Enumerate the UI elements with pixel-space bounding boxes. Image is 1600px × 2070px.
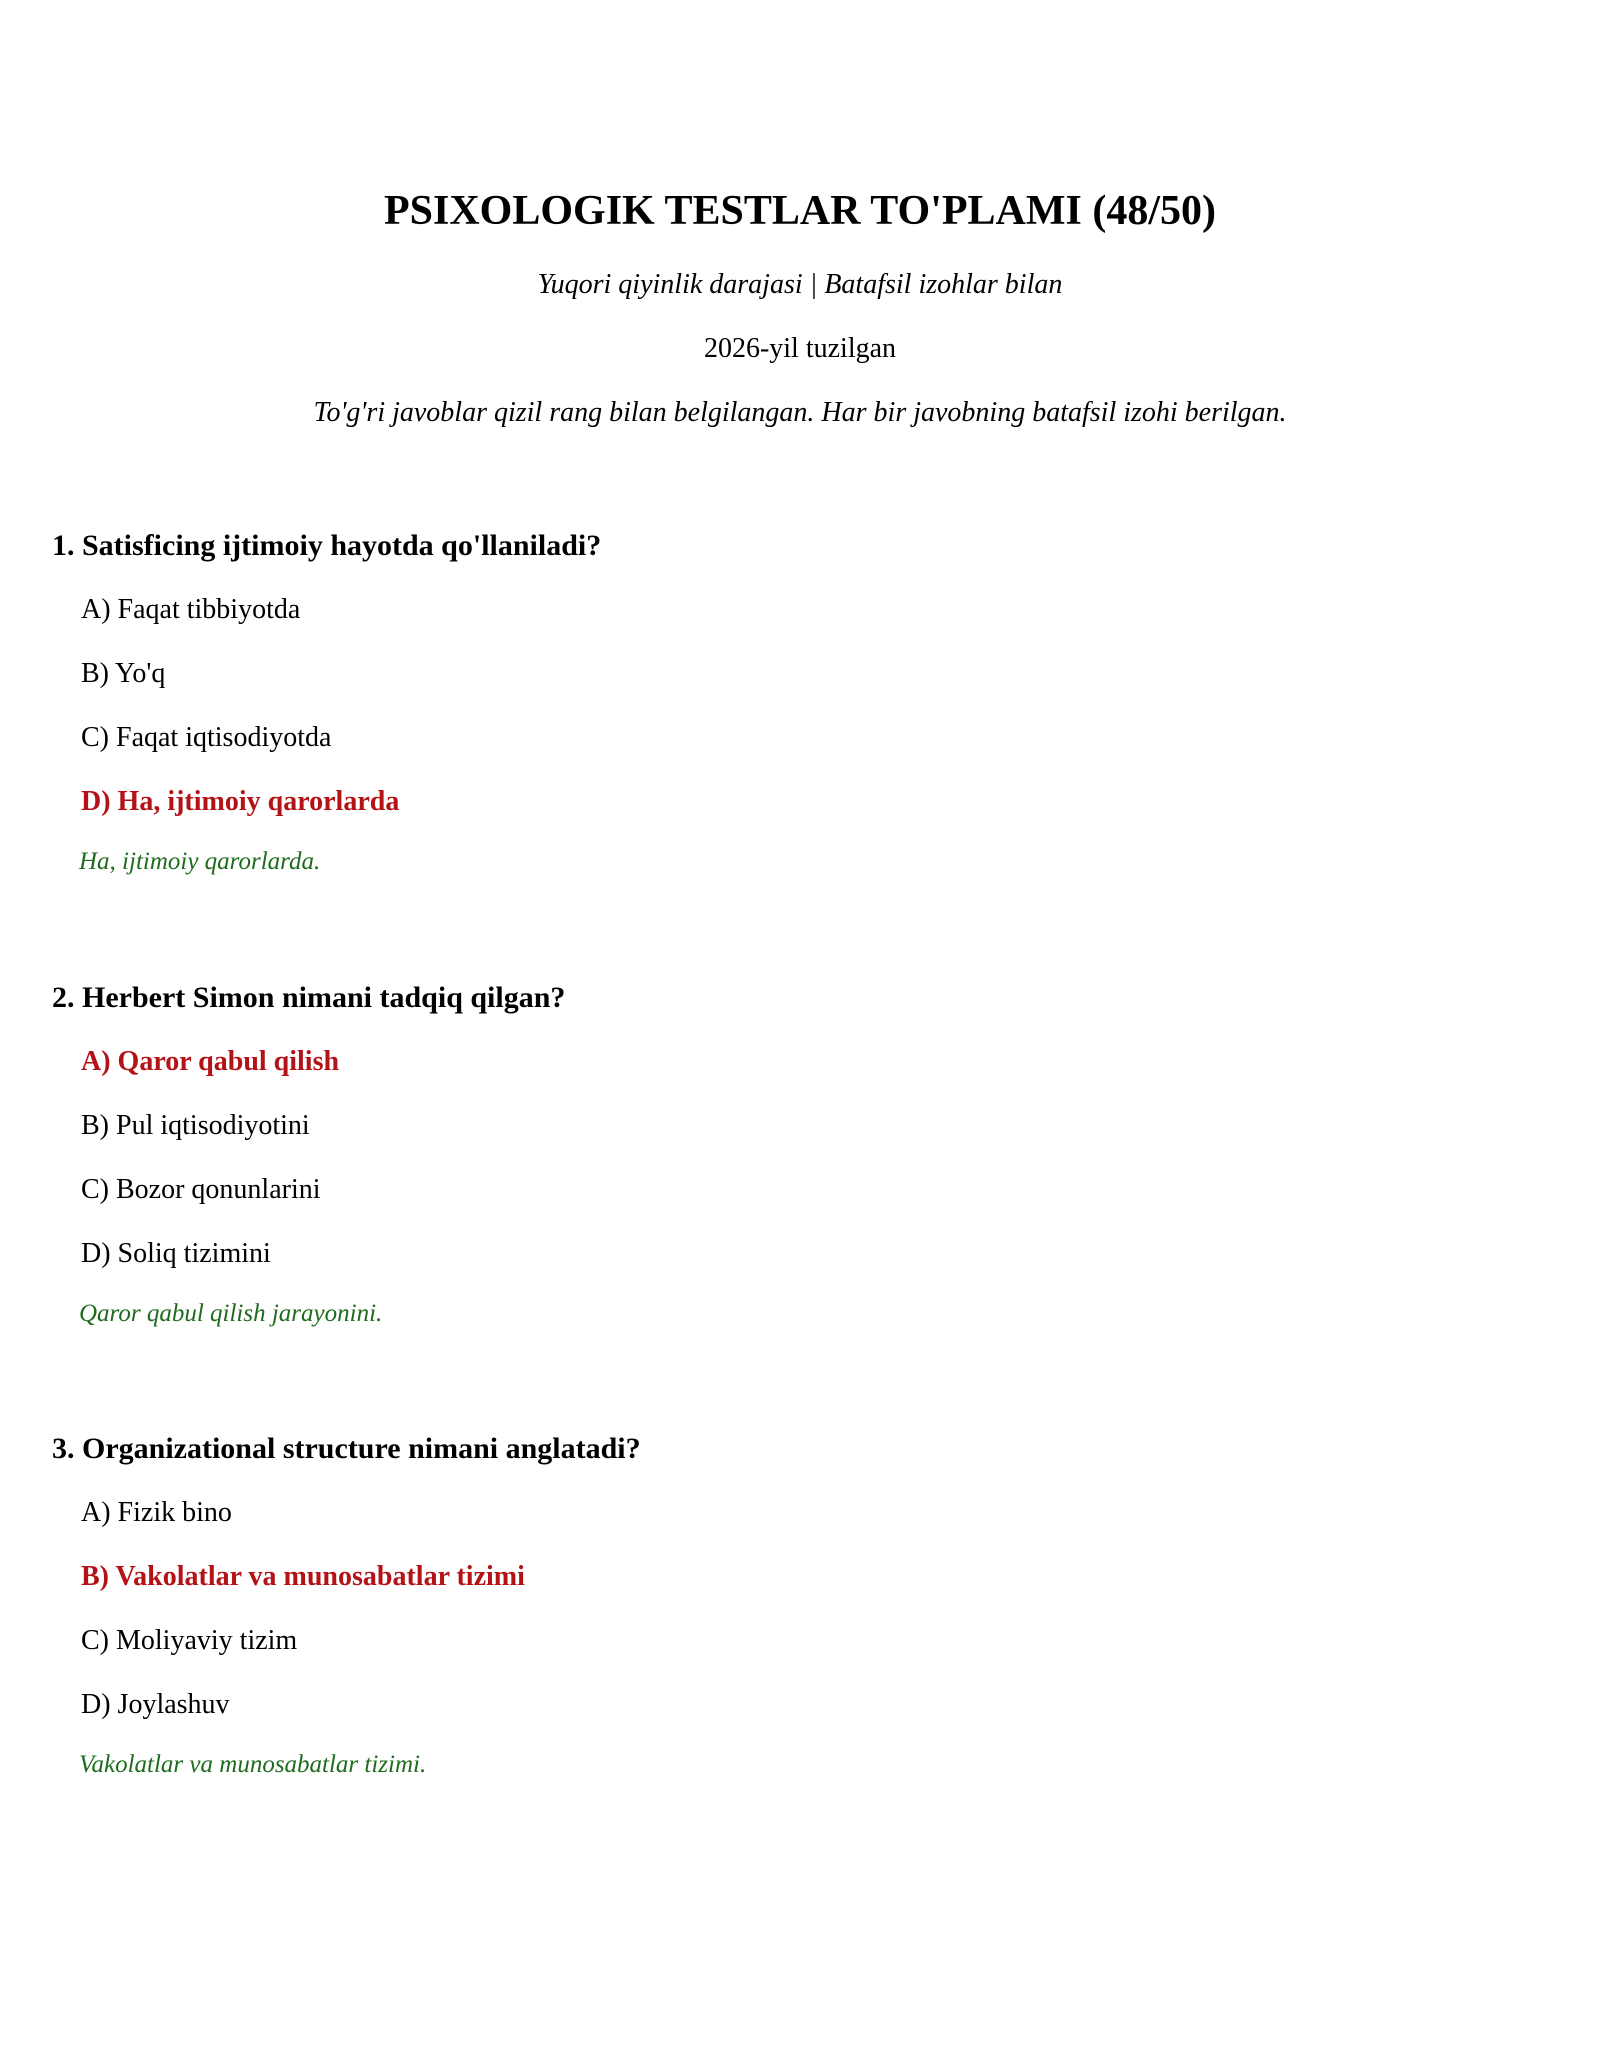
compiled-year: 2026-yil tuzilgan xyxy=(703,333,897,364)
instructions-note: To'g'ri javoblar qizil rang bilan belgilangan. Har bir javobning batafsil izohi berilgan. xyxy=(313,397,1287,428)
answer-explanation: Qaror qabul qilish jarayonini. xyxy=(79,1300,383,1327)
answer-explanation: Vakolatlar va munosabatlar tizimi. xyxy=(79,1751,427,1778)
answer-option: A) Faqat tibbiyotda xyxy=(81,594,301,625)
answer-explanation: Ha, ijtimoiy qarorlarda. xyxy=(79,848,321,875)
question-block xyxy=(52,1431,1552,1781)
answer-options xyxy=(52,1495,1552,1723)
answer-option: A) Fizik bino xyxy=(81,1497,232,1528)
question-block xyxy=(52,980,1552,1330)
answer-option: D) Soliq tizimini xyxy=(81,1238,271,1269)
question-text: 3. Organizational structure nimani anglatadi? xyxy=(52,1432,641,1465)
answer-option: C) Bozor qonunlarini xyxy=(81,1174,321,1205)
page-subtitle: Yuqori qiyinlik darajasi | Batafsil izohlar bilan xyxy=(537,269,1063,300)
answer-option: D) Joylashuv xyxy=(81,1689,230,1720)
answer-option: C) Moliyaviy tizim xyxy=(81,1625,298,1656)
answer-option: C) Faqat iqtisodiyotda xyxy=(81,722,332,753)
correct-answer-option: A) Qaror qabul qilish xyxy=(81,1046,340,1077)
question-text: 2. Herbert Simon nimani tadqiq qilgan? xyxy=(52,981,566,1014)
answer-options xyxy=(52,1044,1552,1272)
answer-option: B) Pul iqtisodiyotini xyxy=(81,1110,310,1141)
page-title: PSIXOLOGIK TESTLAR TO'PLAMI (48/50) xyxy=(383,188,1216,234)
correct-answer-option: B) Vakolatlar va munosabatlar tizimi xyxy=(81,1561,525,1592)
answer-options xyxy=(52,592,1552,820)
correct-answer-option: D) Ha, ijtimoiy qarorlarda xyxy=(81,786,400,817)
question-text: 1. Satisficing ijtimoiy hayotda qo'llaniladi? xyxy=(52,529,602,562)
question-block xyxy=(52,528,1552,878)
answer-option: B) Yo'q xyxy=(81,658,166,689)
